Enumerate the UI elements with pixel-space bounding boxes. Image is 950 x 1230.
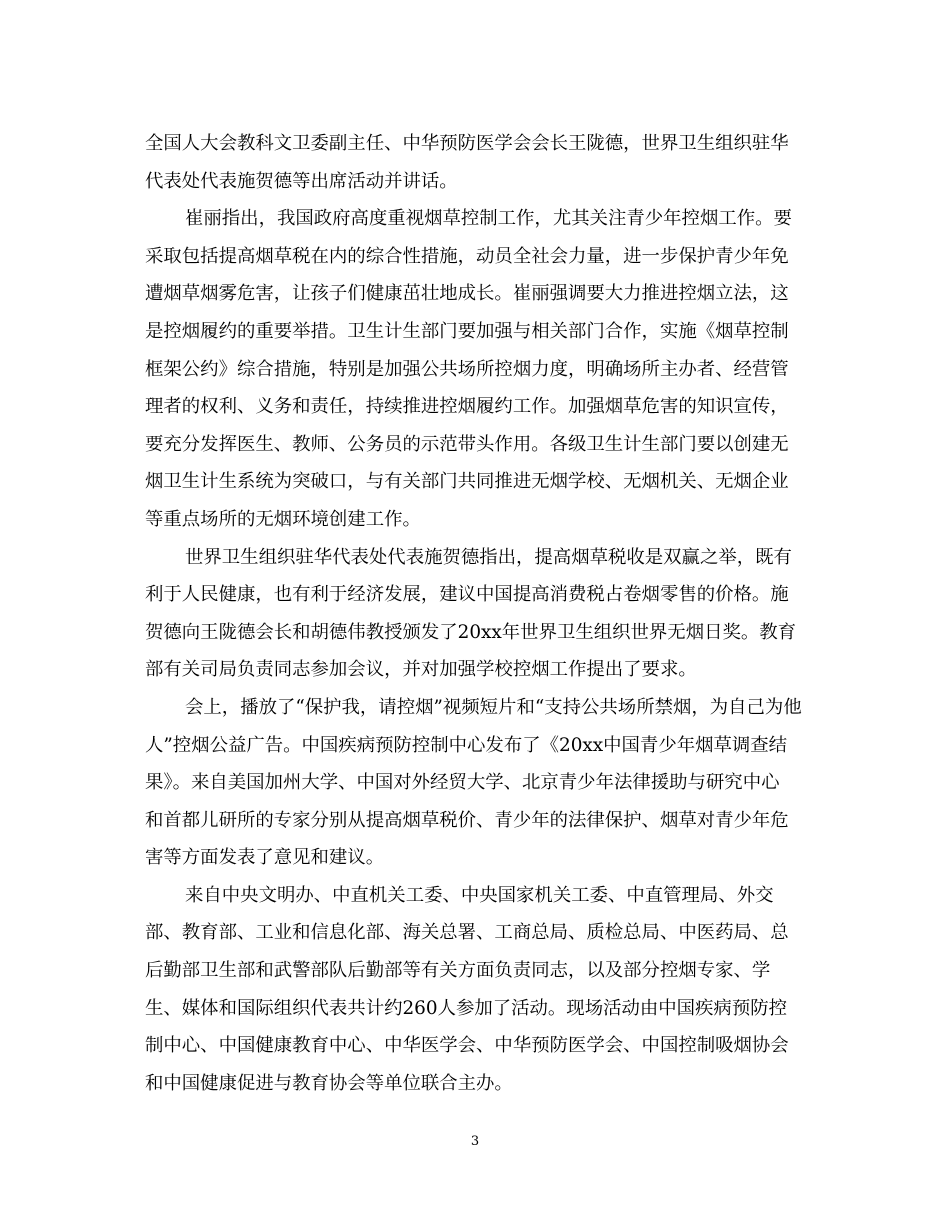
text-line: 代表处代表施贺德等出席活动并讲话。 xyxy=(145,170,458,192)
text-line: 和首都儿研所的专家分别从提高烟草税价、青少年的法律保护、烟草对青少年危 xyxy=(145,809,789,831)
text-line: 会上，播放了“保护我，请控烟”视频短片和“支持公共场所禁烟，为自己为他 xyxy=(185,696,802,718)
paragraph xyxy=(145,125,805,200)
text-line: 等重点场所的无烟环境创建工作。 xyxy=(145,508,421,530)
text-line: 害等方面发表了意见和建议。 xyxy=(145,847,385,869)
text-line: 部有关司局负责同志参加会议，并对加强学校控烟工作提出了要求。 xyxy=(145,659,697,681)
paragraph xyxy=(145,539,805,689)
text-line: 人”控烟公益广告。中国疾病预防控制中心发布了《20xx中国青少年烟草调查结 xyxy=(145,734,788,756)
text-line: 遭烟草烟雾危害，让孩子们健康茁壮地成长。崔丽强调要大力推进控烟立法，这 xyxy=(145,283,789,305)
page-number: 3 xyxy=(470,1134,480,1149)
text-line: 制中心、中国健康教育中心、中华医学会、中华预防医学会、中国控制吸烟协会 xyxy=(145,1035,789,1057)
paragraph xyxy=(145,689,805,877)
text-line: 理者的权利、义务和责任，持续推进控烟履约工作。加强烟草危害的知识宣传， xyxy=(145,396,789,418)
text-line: 生、媒体和国际组织代表共计约260人参加了活动。现场活动由中国疾病预防控 xyxy=(145,997,787,1019)
text-line: 采取包括提高烟草税在内的综合性措施，动员全社会力量，进一步保护青少年免 xyxy=(145,245,789,267)
text-line: 来自中央文明办、中直机关工委、中央国家机关工委、中直管理局、外交 xyxy=(185,884,774,906)
text-line: 部、教育部、工业和信息化部、海关总署、工商总局、质检总局、中医药局、总 xyxy=(145,922,789,944)
text-line: 和中国健康促进与教育协会等单位联合主办。 xyxy=(145,1072,513,1094)
paragraph xyxy=(145,200,805,538)
text-line: 世界卫生组织驻华代表处代表施贺德指出，提高烟草税收是双赢之举，既有 xyxy=(185,546,792,568)
text-line: 崔丽指出，我国政府高度重视烟草控制工作，尤其关注青少年控烟工作。要 xyxy=(185,208,792,230)
text-line: 后勤部卫生部和武警部队后勤部等有关方面负责同志，以及部分控烟专家、学 xyxy=(145,960,771,982)
body-text xyxy=(145,125,805,1102)
text-line: 利于人民健康，也有利于经济发展，建议中国提高消费税占卷烟零售的价格。施 xyxy=(145,584,789,606)
text-line: 果》。来自美国加州大学、中国对外经贸大学、北京青少年法律援助与研究中心 xyxy=(145,772,780,794)
paragraph xyxy=(145,877,805,1103)
text-line: 贺德向王陇德会长和胡德伟教授颁发了20xx年世界卫生组织世界无烟日奖。教育 xyxy=(145,621,797,643)
text-line: 全国人大会教科文卫委副主任、中华预防医学会会长王陇德，世界卫生组织驻华 xyxy=(145,133,789,154)
text-line: 烟卫生计生系统为突破口，与有关部门共同推进无烟学校、无烟机关、无烟企业 xyxy=(145,471,789,493)
text-line: 是控烟履约的重要举措。卫生计生部门要加强与相关部门合作，实施《烟草控制 xyxy=(145,320,789,342)
text-line: 框架公约》综合措施，特别是加强公共场所控烟力度，明确场所主办者、经营管 xyxy=(145,358,789,380)
text-line: 要充分发挥医生、教师、公务员的示范带头作用。各级卫生计生部门要以创建无 xyxy=(145,433,789,455)
